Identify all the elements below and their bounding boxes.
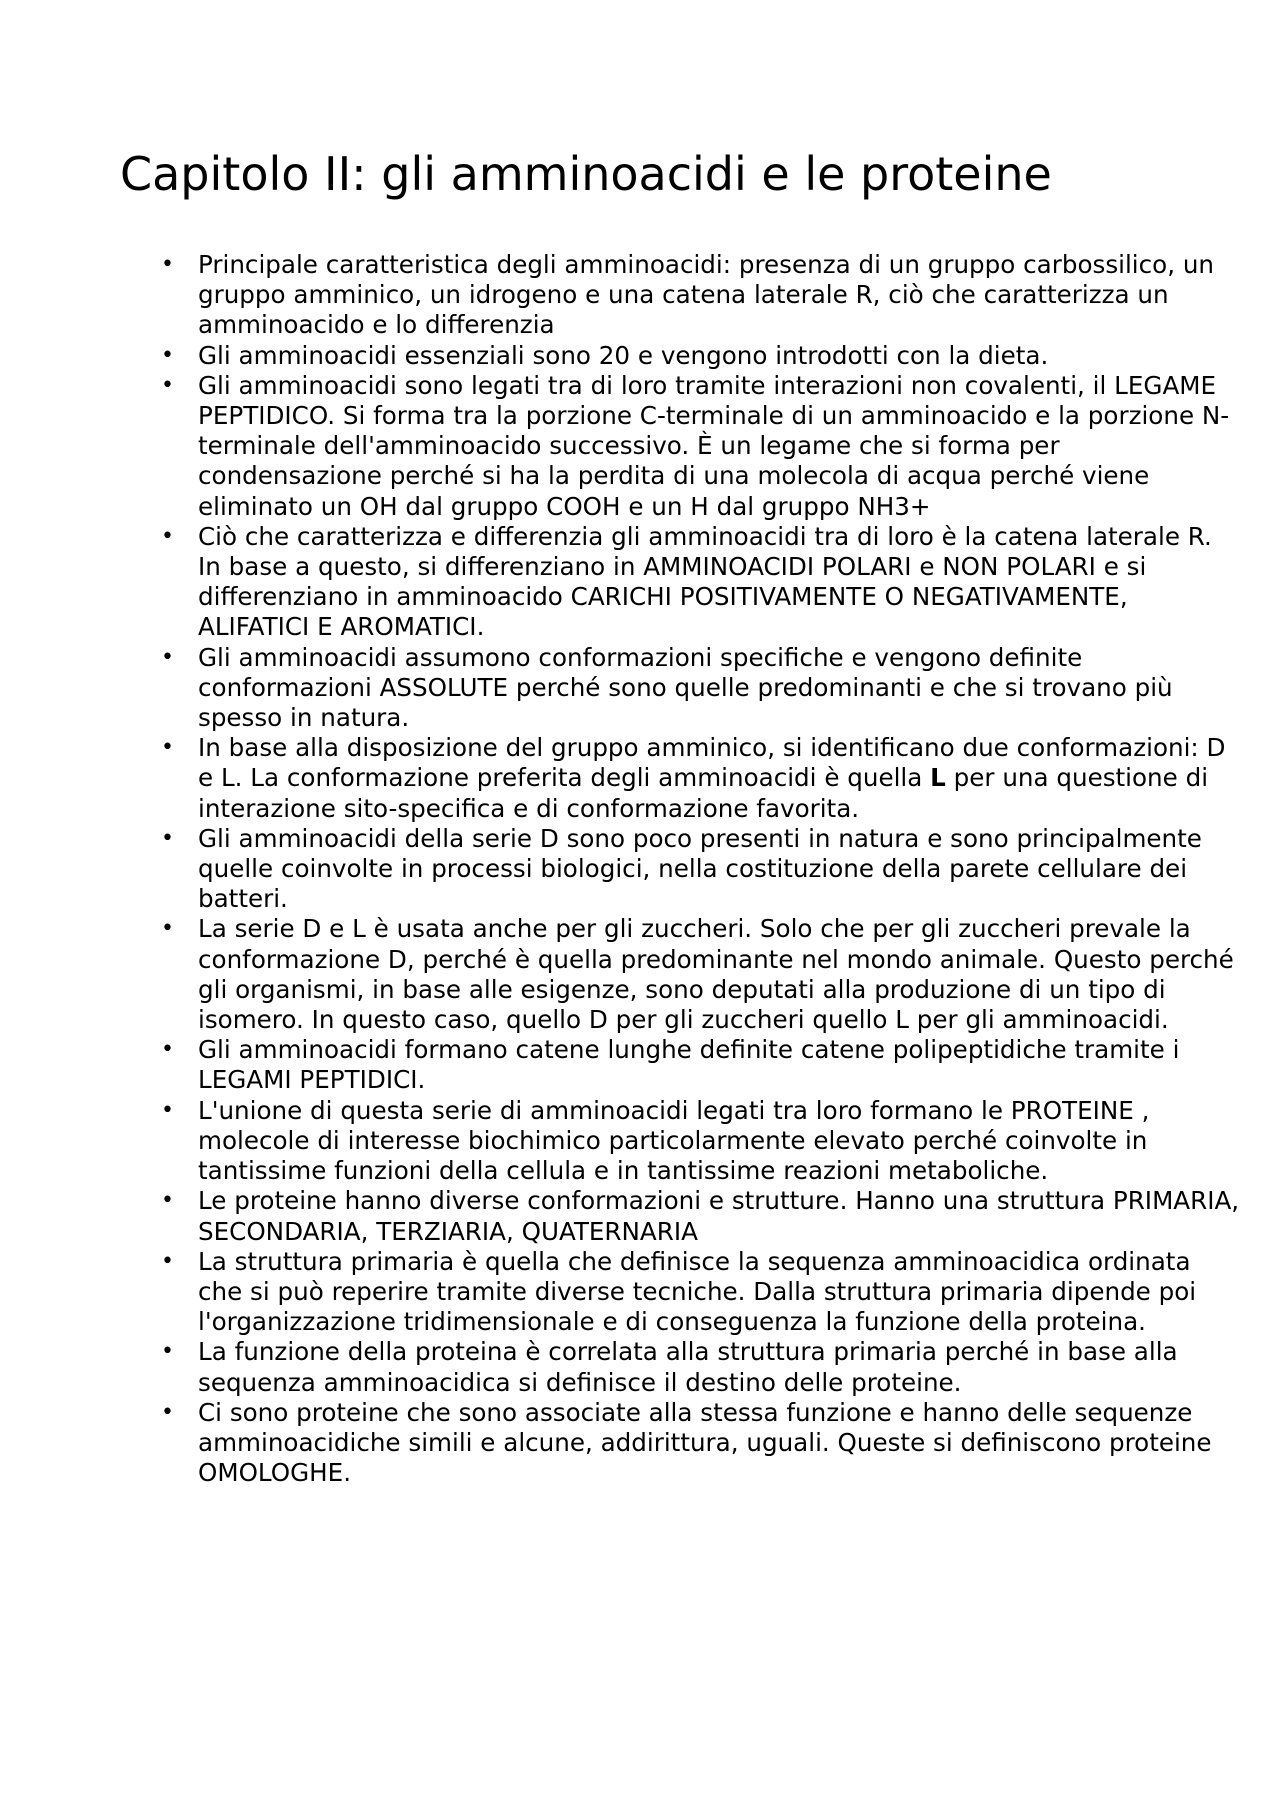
bullet-list: [0, 250, 1280, 1488]
bullet-icon: •: [161, 1188, 174, 1214]
list-item-text: La struttura primaria è quella che definisce la sequenza amminoacidica ordinata che si può reperire tramite diverse tecniche. Dalla struttura primaria dipende poi l'organizzazione tridimensionale e di conseguenza la funzione della proteina.: [198, 1246, 1197, 1337]
list-item-text: Gli amminoacidi della serie D sono poco presenti in natura e sono principalmente quelle coinvolte in processi biologici, nella costituzione della parete cellulare dei batteri.: [198, 823, 1202, 914]
list-item: [0, 1247, 1280, 1338]
bullet-icon: •: [161, 1097, 174, 1123]
list-item-text: Ci sono proteine che sono associate alla stessa funzione e hanno delle sequenze amminoacidiche simili e alcune, addirittura, uguali. Queste si definiscono proteine OMOLOGHE.: [198, 1397, 1212, 1488]
list-item-text: Gli amminoacidi sono legati tra di loro tramite interazioni non covalenti, il LEGAME PEPTIDICO. Si forma tra la porzione C-terminale di un amminoacido e la porzione N-terminale dell'amminoacido successivo. È un legame che si forma per condensazione perché si ha la perdita di una molecola di acqua perché viene eliminato un OH dal gruppo COOH e un H dal gruppo NH3+: [198, 370, 1230, 521]
list-item: [0, 341, 1280, 371]
list-item: [0, 1186, 1280, 1246]
list-item: [0, 643, 1280, 734]
list-item-text: Le proteine hanno diverse conformazioni e strutture. Hanno una struttura PRIMARIA, SECONDARIA, TERZIARIA, QUATERNARIA: [198, 1186, 1240, 1246]
bullet-icon: •: [161, 1248, 174, 1274]
list-item: [0, 824, 1280, 915]
list-item-text: In base alla disposizione del gruppo amminico, si identificano due conformazioni: D e L. La conformazione preferita degli amminoacidi è quella: [198, 733, 1226, 793]
bullet-icon: •: [161, 825, 174, 851]
list-item: [0, 1337, 1280, 1397]
list-item: [0, 371, 1280, 522]
bullet-icon: •: [161, 644, 174, 670]
list-item: [0, 914, 1280, 1035]
bullet-icon: •: [161, 1339, 174, 1365]
list-item: [0, 733, 1280, 824]
bullet-icon: •: [161, 916, 174, 942]
list-item-bold-text: L: [930, 763, 946, 793]
list-item: [0, 522, 1280, 643]
page-title: Capitolo II: gli amminoacidi e le proteine: [120, 147, 1052, 201]
bullet-icon: •: [161, 523, 174, 549]
bullet-icon: •: [161, 1037, 174, 1063]
list-item-text: La serie D e L è usata anche per gli zuccheri. Solo che per gli zuccheri prevale la conformazione D, perché è quella predominante nel mondo animale. Questo perché gli organismi, in base alle esigenze, sono deputati alla produzione di un tipo di isomero. In questo caso, quello D per gli zuccheri quello L per gli amminoacidi.: [198, 914, 1234, 1035]
bullet-icon: •: [161, 252, 174, 277]
list-item: [0, 1035, 1280, 1095]
bullet-icon: •: [161, 342, 174, 368]
list-item: [0, 1096, 1280, 1187]
list-item: [0, 1398, 1280, 1489]
list-item: [0, 250, 1280, 341]
list-item-text: Gli amminoacidi essenziali sono 20 e vengono introdotti con la dieta.: [198, 340, 1049, 370]
bullet-icon: •: [161, 372, 174, 398]
bullet-icon: •: [161, 1399, 174, 1425]
list-item-text: Gli amminoacidi formano catene lunghe definite catene polipeptidiche tramite i LEGAMI PEPTIDICI.: [198, 1035, 1180, 1095]
list-item-text: Ciò che caratterizza e differenzia gli amminoacidi tra di loro è la catena laterale R. In base a questo, si differenziano in AMMINOACIDI POLARI e NON POLARI e si differenziano in amminoacido CARICHI POSITIVAMENTE O NEGATIVAMENTE, ALIFATICI E AROMATICI.: [198, 521, 1212, 642]
list-item-text: L'unione di questa serie di amminoacidi legati tra loro formano le PROTEINE , molecole di interesse biochimico particolarmente elevato perché coinvolte in tantissime funzioni della cellula e in tantissime reazioni metaboliche.: [198, 1095, 1150, 1186]
list-item-text: Principale caratteristica degli amminoacidi: presenza di un gruppo carbossilico, un gruppo amminico, un idrogeno e una catena laterale R, ciò che caratterizza un amminoacido e lo differenzia: [198, 250, 1215, 340]
list-item-text: La funzione della proteina è correlata alla struttura primaria perché in base alla sequenza amminoacidica si definisce il destino delle proteine.: [198, 1337, 1178, 1397]
bullet-icon: •: [161, 735, 174, 761]
list-item-text: per una questione di interazione sito-specifica e di conformazione favorita.: [198, 763, 1209, 823]
list-item-text: Gli amminoacidi assumono conformazioni specifiche e vengono definite conformazioni ASSOLUTE perché sono quelle predominanti e che si trovano più spesso in natura.: [198, 642, 1173, 733]
